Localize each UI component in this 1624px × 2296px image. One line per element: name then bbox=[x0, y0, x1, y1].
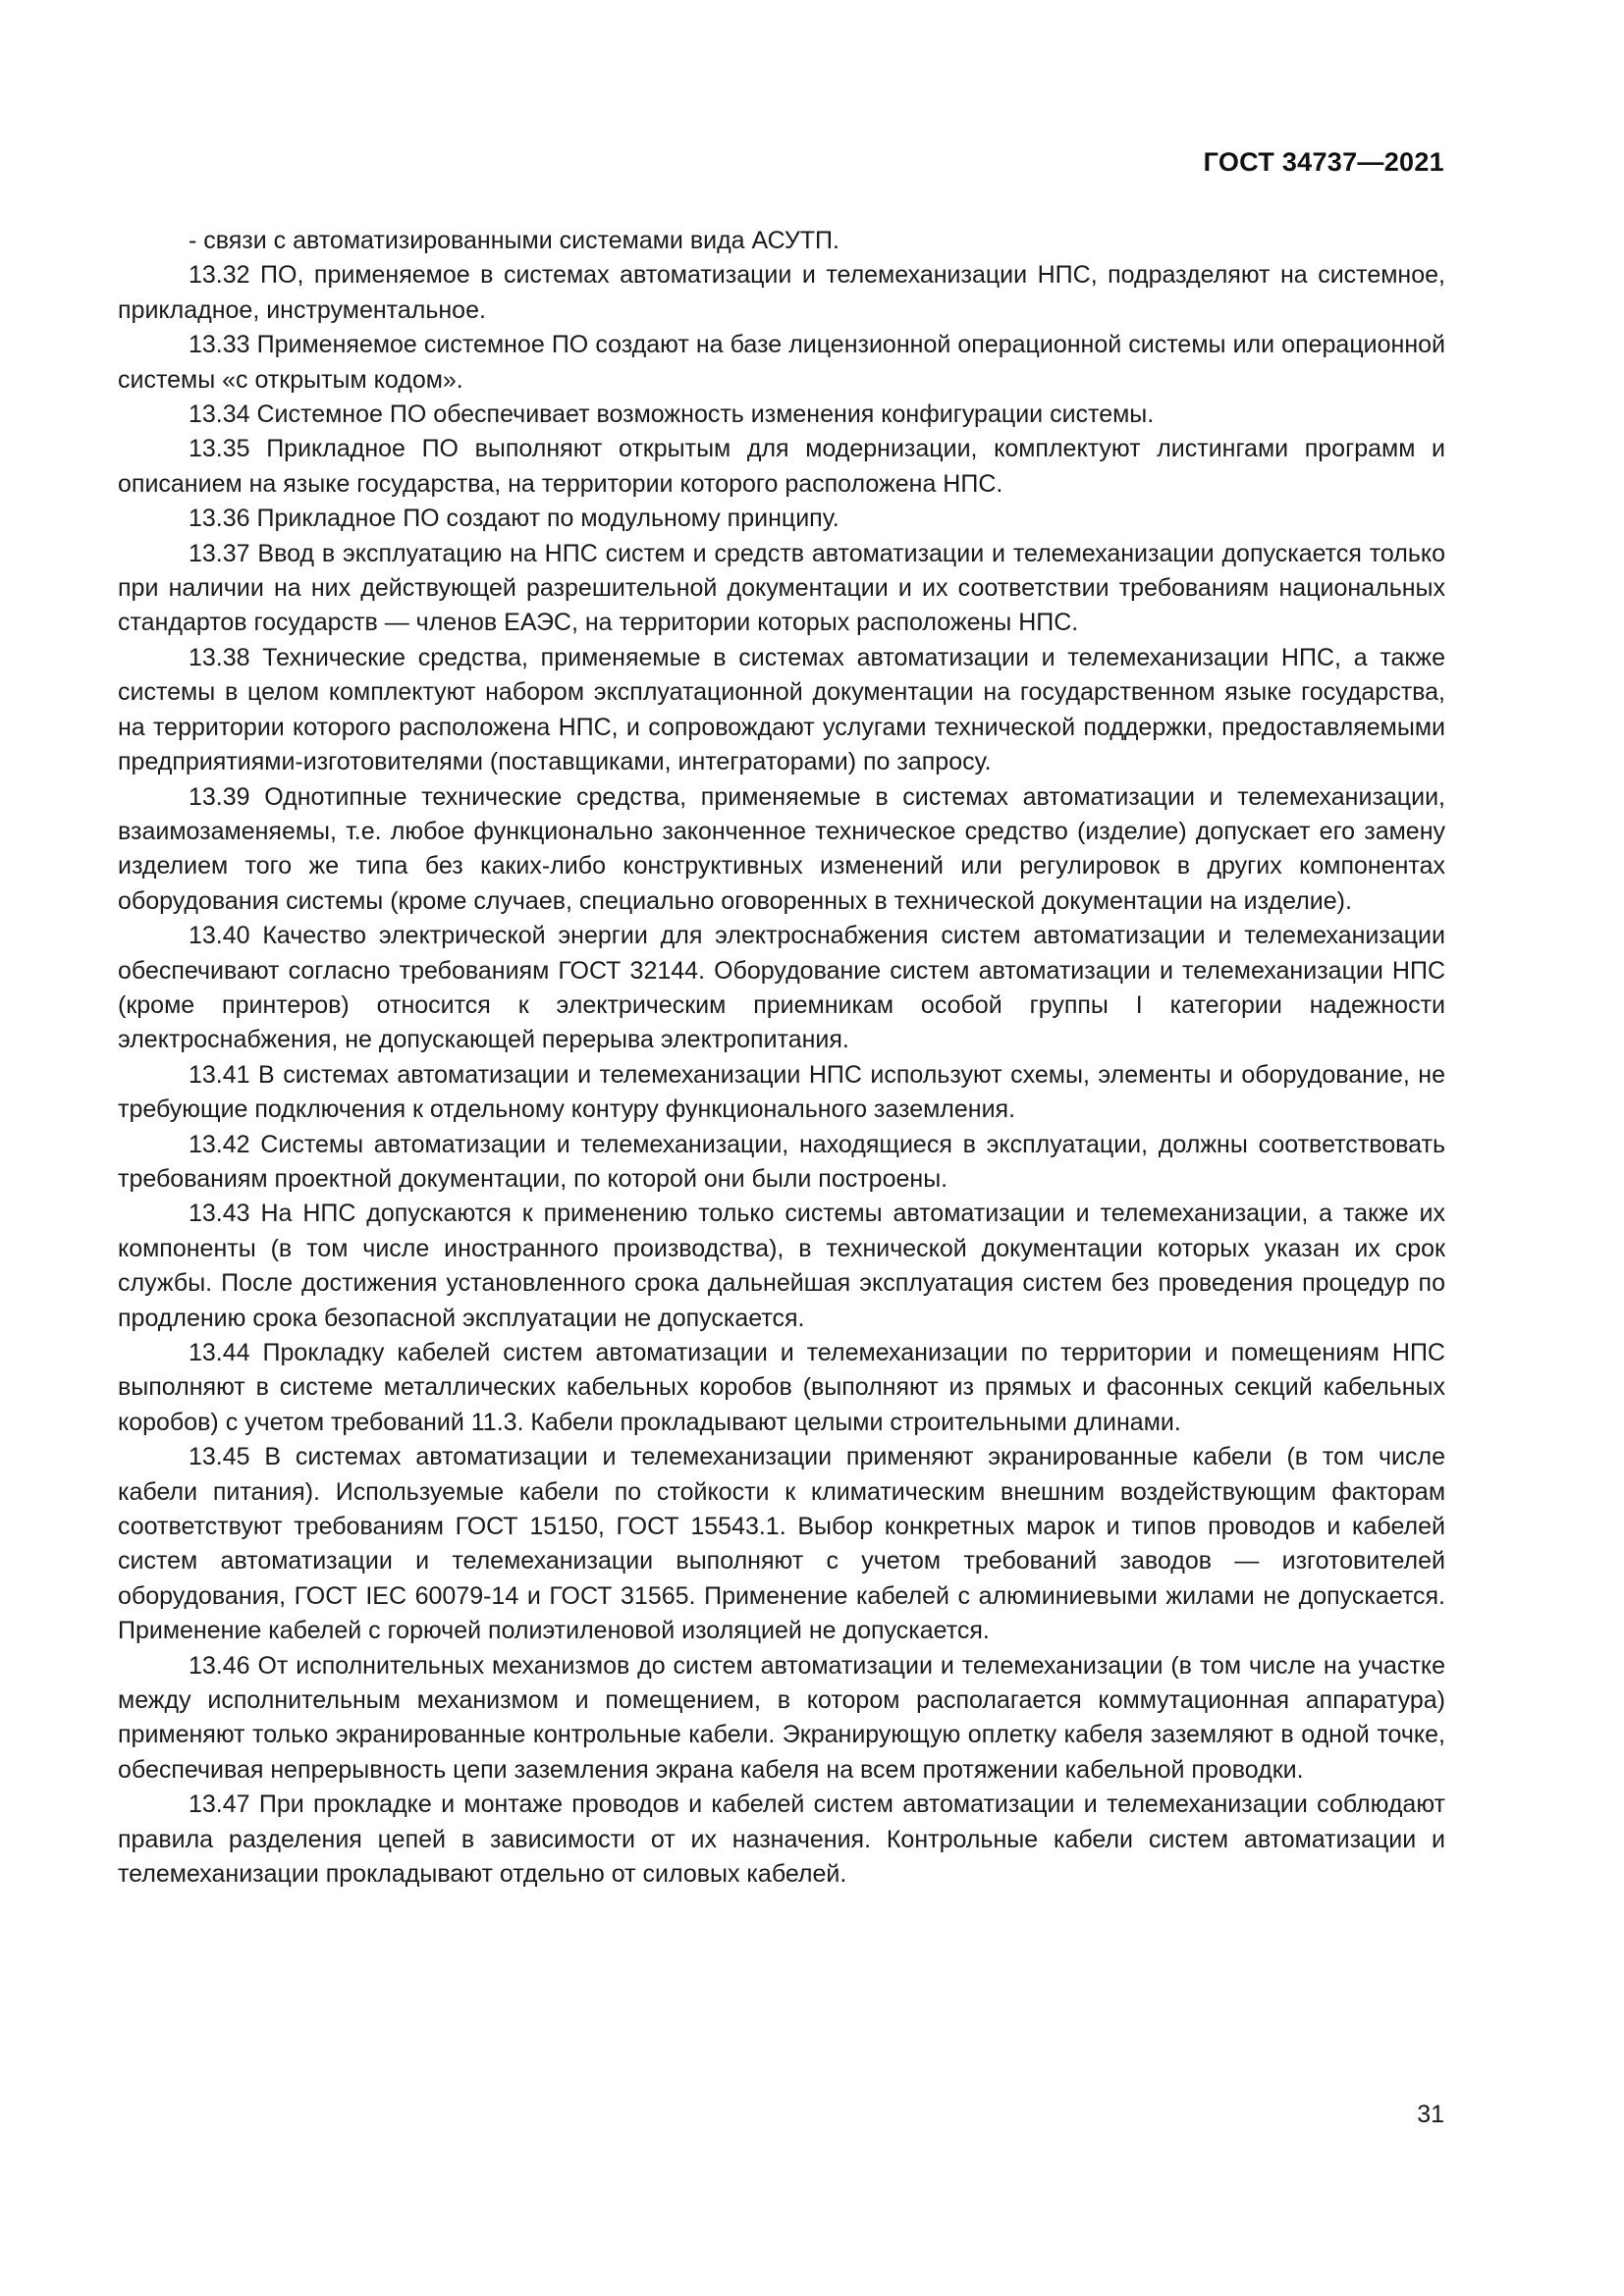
paragraph-13-33: 13.33 Применяемое системное ПО создают на базе лицензионной операционной системы или операционной системы «с открытым кодом». bbox=[118, 331, 1445, 394]
paragraph-13-39: 13.39 Однотипные технические средства, применяемые в системах автоматизации и телемеханизации, взаимозаменяемы, т.е. любое функционально законченное техническое средство (изделие) допускает его замену изделием того же типа без каких-либо конструктивных изменений или регулировок в других компонентах оборудования системы (кроме случаев, специально оговоренных в технической документации на изделие). bbox=[118, 782, 1445, 915]
paragraph-13-45: 13.45 В системах автоматизации и телемеханизации применяют экранированные кабели (в том числе кабели питания). Используемые кабели по стойкости к климатическим внешним воздействующим факторам соответствуют требованиям ГОСТ 15150, ГОСТ 15543.1. Выбор конкретных марок и типов проводов и кабелей систем автоматизации и телемеханизации выполняют с учетом требований заводов — изготовителей оборудования, ГОСТ IEC 60079-14 и ГОСТ 31565. Применение кабелей с алюминиевыми жилами не допускается. Применение кабелей с горючей полиэтиленовой изоляцией не допускается. bbox=[118, 1443, 1445, 1645]
paragraph-13-37: 13.37 Ввод в эксплуатацию на НПС систем и средств автоматизации и телемеханизации допускается только при наличии на них действующей разрешительной документации и их соответствии требованиям национальных стандартов государств — членов ЕАЭС, на территории которых расположены НПС. bbox=[118, 539, 1445, 637]
page-number: 31 bbox=[1417, 2101, 1444, 2128]
document-body bbox=[118, 224, 1445, 1893]
paragraph-13-35: 13.35 Прикладное ПО выполняют открытым для модернизации, комплектуют листингами программ и описанием на языке государства, на территории которого расположена НПС. bbox=[118, 435, 1445, 498]
document-code: ГОСТ 34737—2021 bbox=[1203, 147, 1444, 177]
paragraph-13-47: 13.47 При прокладке и монтаже проводов и кабелей систем автоматизации и телемеханизации соблюдают правила разделения цепей в зависимости от их назначения. Контрольные кабели систем автоматизации и телемеханизации прокладывают отдельно от силовых кабелей. bbox=[118, 1790, 1445, 1889]
paragraph-13-34: 13.34 Системное ПО обеспечивает возможность изменения конфигурации системы. bbox=[189, 400, 1155, 429]
paragraph-13-38: 13.38 Технические средства, применяемые в системах автоматизации и телемеханизации НПС, а также системы в целом комплектуют набором эксплуатационной документации на государственном языке государства, на территории которого расположена НПС, и сопровождают услугами технической поддержки, предоставляемыми предприятиями-изготовителями (поставщиками, интеграторами) по запросу. bbox=[118, 643, 1445, 776]
paragraph-13-42: 13.42 Системы автоматизации и телемеханизации, находящиеся в эксплуатации, должны соответствовать требованиям проектной документации, по которой они были построены. bbox=[118, 1130, 1445, 1193]
paragraph-13-36: 13.36 Прикладное ПО создают по модульному принципу. bbox=[189, 505, 839, 533]
paragraph-13-44: 13.44 Прокладку кабелей систем автоматизации и телемеханизации по территории и помещениям НПС выполняют в системе металлических кабельных коробов (выполняют из прямых и фасонных секций кабельных коробов) с учетом требований 11.3. Кабели прокладывают целыми строительными длинами. bbox=[118, 1339, 1445, 1436]
paragraph-13-41: 13.41 В системах автоматизации и телемеханизации НПС используют схемы, элементы и оборудование, не требующие подключения к отдельному контуру функционального заземления. bbox=[118, 1060, 1445, 1124]
paragraph-13-46: 13.46 От исполнительных механизмов до систем автоматизации и телемеханизации (в том числе на участке между исполнительным механизмом и помещением, в котором располагается коммутационная аппаратура) применяют только экранированные контрольные кабели. Экранирующую оплетку кабеля заземляют в одной точке, обеспечивая непрерывность цепи заземления экрана кабеля на всем протяжении кабельной проводки. bbox=[118, 1651, 1445, 1784]
paragraph-13-43: 13.43 На НПС допускаются к применению только системы автоматизации и телемеханизации, а также их компоненты (в том числе иностранного производства), в технической документации которых указан их срок службы. После достижения установленного срока дальнейшая эксплуатация систем без проведения процедур по продлению срока безопасной эксплуатации не допускается. bbox=[118, 1200, 1445, 1332]
paragraph-acutp-link: - связи с автоматизированными системами вида АСУТП. bbox=[189, 227, 839, 254]
paragraph-13-40: 13.40 Качество электрической энергии для электроснабжения систем автоматизации и телемеханизации обеспечивают согласно требованиям ГОСТ 32144. Оборудование систем автоматизации и телемеханизации НПС (кроме принтеров) относится к электрическим приемникам особой группы I категории надежности электроснабжения, не допускающей перерыва электропитания. bbox=[118, 922, 1445, 1054]
paragraph-13-32: 13.32 ПО, применяемое в системах автоматизации и телемеханизации НПС, подразделяют на системное, прикладное, инструментальное. bbox=[118, 261, 1445, 324]
